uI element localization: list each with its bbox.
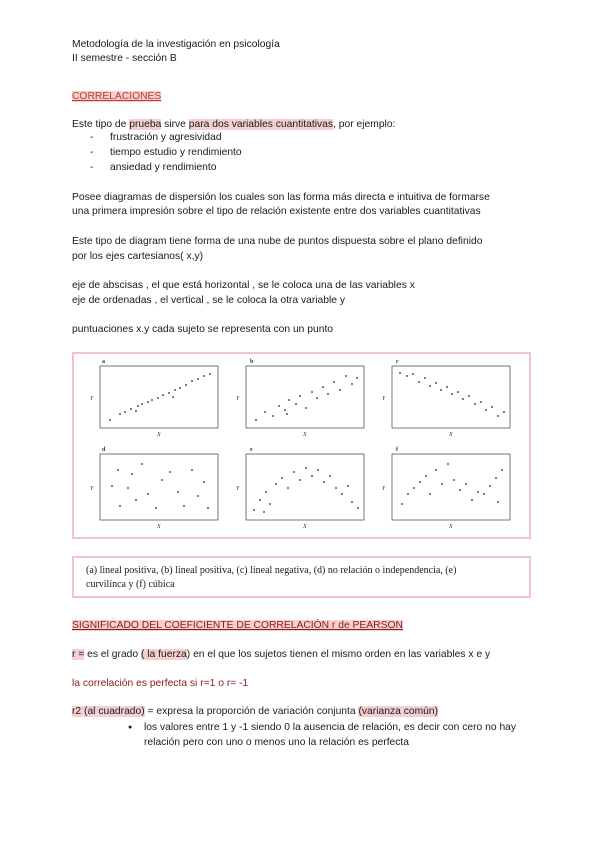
y-axis-label: Y — [382, 396, 386, 402]
course-title: Metodología de la investigación en psicología — [72, 39, 280, 50]
x-axis-label: X — [449, 432, 453, 438]
panel-label-a: a — [102, 359, 105, 365]
r-highlight: r = — [72, 649, 85, 660]
intro-text-b: sirve — [161, 119, 189, 130]
y-axis-label: Y — [236, 396, 240, 402]
x-axis-label: X — [157, 524, 161, 530]
scatter-points-f — [401, 463, 503, 505]
section-title-text: SIGNIFICADO DEL COEFICIENTE DE CORRELACIÓN r de PEARSON — [72, 620, 403, 631]
intro-highlight-variables: para dos variables cuantitativas — [188, 119, 334, 130]
section-title-pearson — [72, 619, 403, 632]
para2-line1: Este tipo de diagram tiene forma de una nube de puntos dispuesta sobre el plano definido — [72, 236, 483, 247]
caption-line2: curvilínca y (f) cúbica — [86, 579, 175, 590]
r-definition — [72, 648, 490, 661]
r2-highlight-varianza: (varianza común) — [358, 706, 439, 717]
examples-list — [72, 130, 242, 175]
y-axis-label: Y — [90, 486, 94, 492]
para1-line1: Posee diagramas de dispersión los cuales son las forma más directa e intuitiva de formarse — [72, 192, 490, 203]
r-text-b: ) en el que los sujetos tienen el mismo orden en las variables x e y — [186, 649, 491, 660]
scatter-points-a — [109, 373, 211, 421]
y-axis-label: Y — [90, 396, 94, 402]
list-item: - frustración y agresividad — [72, 130, 242, 145]
section-title-text: CORRELACIONES — [72, 91, 162, 102]
axis-y-line: eje de ordenadas , el vertical , se le coloca la otra variable y — [72, 295, 346, 306]
x-axis-label: X — [303, 524, 307, 530]
intro-text-c: , por ejemplo: — [333, 119, 396, 130]
r2-bullet-list — [72, 720, 532, 750]
scatter-points-e — [253, 467, 359, 513]
scatter-points-d — [111, 463, 209, 509]
x-axis-label: X — [449, 524, 453, 530]
axis-x-line: eje de abscisas , el que está horizontal , se le coloca una de las variables x — [72, 280, 415, 291]
x-axis-label: X — [303, 432, 307, 438]
list-item: ● los valores entre 1 y -1 siendo 0 la ausencia de relación, es decir con cero no hay relación pero con uno o menos uno la relación es perfecta — [72, 720, 532, 750]
semester-line: II semestre - sección B — [72, 53, 177, 64]
panel-frame-a — [100, 366, 218, 428]
panel-label-c: c — [396, 359, 399, 365]
panel-frame-d — [100, 454, 218, 520]
panel-frame-e — [246, 454, 364, 520]
r-text-a: es el grado — [84, 649, 141, 660]
scatter-points-b — [255, 375, 358, 421]
para2-line2: por los ejes cartesianos( x,y) — [72, 251, 204, 262]
scatter-points-c — [399, 372, 505, 417]
scatter-plots-svg — [74, 354, 529, 537]
figure-caption — [72, 556, 531, 598]
y-axis-label: Y — [236, 486, 240, 492]
r2-highlight: r2 (al cuadrado) — [72, 706, 145, 717]
panel-frame-c — [392, 366, 510, 428]
panel-label-b: b — [250, 359, 254, 365]
x-axis-label: X — [157, 432, 161, 438]
caption-line1: (a) lineal positiva, (b) lineal positiva, (c) lineal negativa, (d) no relación o independencia, (e) — [86, 565, 457, 576]
points-line: puntuaciones x.y cada sujeto se representa con un punto — [72, 324, 334, 335]
r-highlight-fuerza: ( la fuerza — [140, 649, 187, 660]
panel-label-f: f — [396, 447, 398, 453]
y-axis-label: Y — [382, 486, 386, 492]
list-item: - ansiedad y rendimiento — [72, 160, 242, 175]
intro-text-a: Este tipo de — [72, 119, 130, 130]
scatter-figure — [72, 352, 531, 539]
r2-definition — [72, 705, 438, 718]
perfect-correlation-line: la correlación es perfecta si r=1 o r= -1 — [72, 678, 249, 689]
panel-label-d: d — [102, 447, 106, 453]
r2-text-a: = expresa la proporción de variación conjunta — [144, 706, 359, 717]
list-item: - tiempo estudio y rendimiento — [72, 145, 242, 160]
panel-frame-f — [392, 454, 510, 520]
panel-label-e: e — [250, 447, 253, 453]
para1-line2: una primera impresión sobre el tipo de relación existente entre dos variables cuantitativas — [72, 206, 481, 217]
section-title-correlaciones — [72, 90, 161, 103]
intro-highlight-prueba: prueba — [129, 119, 162, 130]
